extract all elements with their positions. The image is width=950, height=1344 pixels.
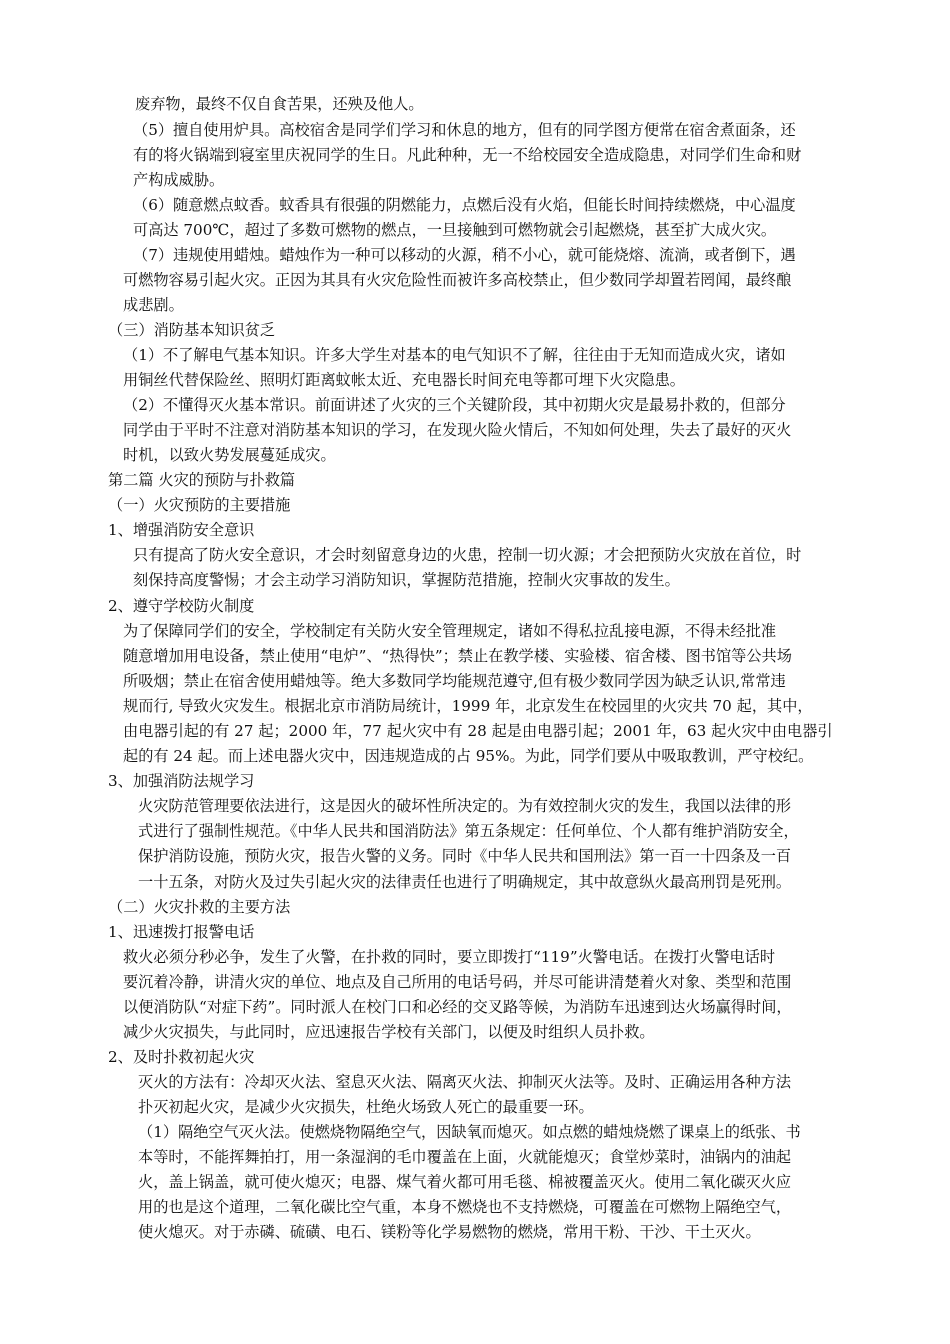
text-line: 用的也是这个道理，二氧化碳比空气重，本身不燃烧也不支持燃烧，可覆盖在可燃物上隔绝空气，	[138, 1198, 792, 1216]
text-line: 救火必须分秒必争，发生了火警，在扑救的同时，要立即拨打“119”火警电话。在拨打火警电话时	[123, 948, 776, 966]
text-line: 使火熄灭。对于赤磷、硫磺、电石、镁粉等化学易燃物的燃烧，常用干粉、干沙、干土灭火。	[138, 1223, 761, 1241]
text-line: 规而行, 导致火灾发生。根据北京市消防局统计，1999 年，北京发生在校园里的火灾共 70 起，其中，	[123, 697, 813, 715]
text-line: 火，盖上锅盖，就可使火熄灭；电器、煤气着火都可用毛毯、棉被覆盖灭火。使用二氧化碳灭火应	[138, 1173, 792, 1191]
text-line: 式进行了强制性规范。《中华人民共和国消防法》第五条规定：任何单位、个人都有维护消防安全，	[138, 822, 799, 840]
text-line: 可燃物容易引起火灾。正因为其具有火灾危险性而被许多高校禁止，但少数同学却置若罔闻，最终酿	[123, 271, 792, 289]
text-line: （1）隔绝空气灭火法。使燃烧物隔绝空气，因缺氧而熄灭。如点燃的蜡烛烧燃了课桌上的纸张、书	[138, 1123, 801, 1141]
text-line: 本等时，不能挥舞拍打，用一条湿润的毛巾覆盖在上面，火就能熄灭；食堂炒菜时，油锅内的油起	[138, 1148, 792, 1166]
text-line: （三）消防基本知识贫乏	[108, 321, 276, 339]
text-line: 要沉着冷静，讲清火灾的单位、地点及自己所用的电话号码，并尽可能讲清楚着火对象、类型和范围	[123, 973, 792, 991]
text-line: 火灾防范管理要依法进行，这是因火的破坏性所决定的。为有效控制火灾的发生，我国以法律的形	[138, 797, 792, 815]
text-line: 产构成威胁。	[133, 171, 225, 189]
text-line: 一十五条，对防火及过失引起火灾的法律责任也进行了明确规定，其中故意纵火最高刑罚是死刑。	[138, 873, 792, 891]
text-line: （7）违规使用蜡烛。蜡烛作为一种可以移动的火源，稍不小心，就可能烧熔、流淌，或者倒下，遇	[133, 246, 796, 264]
text-line: 用铜丝代替保险丝、照明灯距离蚊帐太近、充电器长时间充电等都可埋下火灾隐患。	[123, 371, 685, 389]
text-line: 废弃物，最终不仅自食苦果，还殃及他人。	[135, 95, 424, 113]
text-line: 为了保障同学们的安全，学校制定有关防火安全管理规定，诸如不得私拉乱接电源，不得未经批准	[123, 622, 777, 640]
text-line: 保护消防设施，预防火灾，报告火警的义务。同时《中华人民共和国刑法》第一百一十四条及一百	[138, 847, 792, 865]
text-line: 以便消防队“对症下药”。同时派人在校门口和必经的交叉路等候，为消防车迅速到达火场赢得时间，	[123, 998, 792, 1016]
text-line: 只有提高了防火安全意识，才会时刻留意身边的火患，控制一切火源；才会把预防火灾放在首位，时	[133, 546, 802, 564]
text-line: 1、增强消防安全意识	[108, 521, 255, 539]
text-line: 1、迅速拨打报警电话	[108, 923, 255, 941]
text-line: 2、及时扑救初起火灾	[108, 1048, 255, 1066]
text-line: （一）火灾预防的主要措施	[108, 496, 291, 514]
text-line: 有的将火锅端到寝室里庆祝同学的生日。凡此种种，无一不给校园安全造成隐患，对同学们生命和财	[133, 146, 802, 164]
text-line: 减少火灾损失，与此同时，应迅速报告学校有关部门，以便及时组织人员扑救。	[123, 1023, 655, 1041]
text-line: 所吸烟；禁止在宿舍使用蜡烛等。绝大多数同学均能规范遵守,但有极少数同学因为缺乏认识,常常违	[123, 672, 786, 690]
text-line: 第二篇 火灾的预防与扑救篇	[108, 471, 296, 489]
text-line: （1）不了解电气基本知识。许多大学生对基本的电气知识不了解，往往由于无知而造成火灾，诸如	[123, 346, 786, 364]
text-line: 3、加强消防法规学习	[108, 772, 255, 790]
text-line: 由电器引起的有 27 起；2000 年，77 起火灾中有 28 起是由电器引起；2001 年，63 起火灾中由电器引	[123, 722, 833, 740]
text-line: （2）不懂得灭火基本常识。前面讲述了火灾的三个关键阶段，其中初期火灾是最易扑救的，但部分	[123, 396, 786, 414]
text-line: 起的有 24 起。而上述电器火灾中，因违规造成的占 95%。为此，同学们要从中吸取教训，严守校纪。	[123, 747, 814, 765]
text-line: 成悲剧。	[123, 296, 184, 314]
text-line: （6）随意燃点蚊香。蚊香具有很强的阴燃能力，点燃后没有火焰，但能长时间持续燃烧，中心温度	[133, 196, 796, 214]
text-line: 灭火的方法有：冷却灭火法、窒息灭火法、隔离灭火法、抑制灭火法等。及时、正确运用各种方法	[138, 1073, 792, 1091]
text-line: 扑灭初起火灾，是减少火灾损失，杜绝火场致人死亡的最重要一环。	[138, 1098, 594, 1116]
text-line: 同学由于平时不注意对消防基本知识的学习，在发现火险火情后，不知如何处理，失去了最好的灭火	[123, 421, 792, 439]
text-line: 可高达 700℃，超过了多数可燃物的燃点，一旦接触到可燃物就会引起燃烧，甚至扩大成火灾。	[133, 221, 777, 239]
text-line: 随意增加用电设备，禁止使用“电炉”、“热得快”；禁止在教学楼、实验楼、宿舍楼、图书馆等公共场	[123, 647, 792, 665]
text-line: （5）擅自使用炉具。高校宿舍是同学们学习和休息的地方，但有的同学图方便常在宿舍煮面条，还	[133, 121, 796, 139]
text-line: 刻保持高度警惕；才会主动学习消防知识，掌握防范措施，控制火灾事故的发生。	[133, 571, 680, 589]
text-line: 时机，以致火势发展蔓延成灾。	[123, 446, 336, 464]
text-line: （二）火灾扑救的主要方法	[108, 898, 291, 916]
text-line: 2、遵守学校防火制度	[108, 597, 255, 615]
